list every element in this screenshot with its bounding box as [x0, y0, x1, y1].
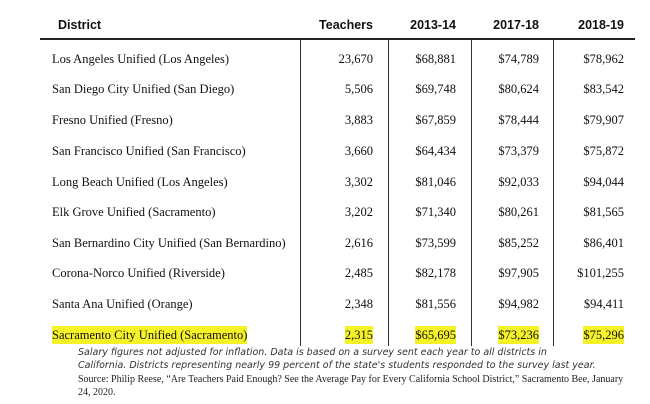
- salary-2018-19: $78,962: [583, 52, 624, 66]
- district-name: San Bernardino City Unified (San Bernardino): [52, 236, 286, 250]
- footnote: Salary figures not adjusted for inflation. Data is based on a survey sent each year to all districts in California. Districts representing nearly 99 percent of the state's students responded to the survey last year.: [78, 347, 596, 371]
- salary-2018-19: $83,542: [583, 82, 624, 96]
- salary-2013-14: $73,599: [415, 236, 456, 250]
- source-citation: Source: Philip Reese, “Are Teachers Paid Enough? See the Average Pay for Every California School District,” Sacramento Bee, January 24, 2020.: [78, 374, 624, 398]
- district-name: Santa Ana Unified (Orange): [52, 297, 193, 311]
- salary-2013-14: $67,859: [415, 113, 456, 127]
- salary-2013-14: $64,434: [415, 144, 456, 158]
- salary-2017-18: $74,789: [498, 52, 539, 66]
- teachers-count: 5,506: [344, 82, 373, 96]
- header-2013-14: 2013-14: [410, 18, 456, 32]
- table-row: [0, 203, 650, 223]
- table-row: [0, 264, 650, 284]
- teachers-count: 3,660: [344, 144, 373, 158]
- district-name: San Diego City Unified (San Diego): [52, 82, 235, 96]
- header-2018-19: 2018-19: [578, 18, 624, 32]
- district-name: Los Angeles Unified (Los Angeles): [52, 52, 230, 66]
- teachers-count: 3,202: [344, 205, 373, 219]
- district-name: Elk Grove Unified (Sacramento): [52, 205, 216, 219]
- salary-2017-18: $80,261: [498, 205, 539, 219]
- salary-2018-19: $86,401: [583, 236, 624, 250]
- district-name: Long Beach Unified (Los Angeles): [52, 175, 228, 189]
- header-district: District: [58, 18, 102, 32]
- district-name: Sacramento City Unified (Sacramento): [52, 328, 248, 342]
- salary-2018-19: $94,411: [583, 297, 624, 311]
- salary-2018-19: $75,296: [583, 328, 624, 342]
- header-teachers: Teachers: [319, 18, 373, 32]
- salary-2018-19: $81,565: [583, 205, 624, 219]
- salary-2013-14: $68,881: [415, 52, 456, 66]
- teachers-count: 2,616: [344, 236, 373, 250]
- teachers-count: 23,670: [338, 52, 373, 66]
- salary-2017-18: $85,252: [498, 236, 539, 250]
- table-row: [0, 142, 650, 162]
- salary-2013-14: $65,695: [415, 328, 456, 342]
- salary-2017-18: $73,379: [498, 144, 539, 158]
- salary-2017-18: $80,624: [498, 82, 539, 96]
- table-row: [0, 173, 650, 193]
- teachers-count: 2,485: [344, 266, 373, 280]
- salary-2013-14: $69,748: [415, 82, 456, 96]
- teachers-count: 3,302: [344, 175, 373, 189]
- salary-2013-14: $82,178: [415, 266, 456, 280]
- salary-2018-19: $101,255: [577, 266, 624, 280]
- salary-2018-19: $94,044: [583, 175, 624, 189]
- salary-2017-18: $73,236: [498, 328, 539, 342]
- salary-2017-18: $78,444: [498, 113, 539, 127]
- salary-2018-19: $79,907: [583, 113, 624, 127]
- teachers-count: 2,348: [344, 297, 373, 311]
- table-row: [0, 50, 650, 70]
- district-name: Corona-Norco Unified (Riverside): [52, 266, 225, 280]
- salary-2013-14: $81,046: [415, 175, 456, 189]
- table-row: [0, 111, 650, 131]
- salary-2017-18: $97,905: [498, 266, 539, 280]
- teachers-count: 2,315: [344, 328, 373, 342]
- table-row: [0, 295, 650, 315]
- table-row: [0, 80, 650, 100]
- district-name: San Francisco Unified (San Francisco): [52, 144, 246, 158]
- teachers-count: 3,883: [344, 113, 373, 127]
- district-name: Fresno Unified (Fresno): [52, 113, 173, 127]
- salary-2017-18: $92,033: [498, 175, 539, 189]
- salary-2013-14: $81,556: [415, 297, 456, 311]
- header-2017-18: 2017-18: [493, 18, 539, 32]
- salary-2013-14: $71,340: [415, 205, 456, 219]
- header-rule: [40, 38, 635, 40]
- table-row: [0, 234, 650, 254]
- table-row: [0, 326, 650, 346]
- salary-2018-19: $75,872: [583, 144, 624, 158]
- salary-2017-18: $94,982: [498, 297, 539, 311]
